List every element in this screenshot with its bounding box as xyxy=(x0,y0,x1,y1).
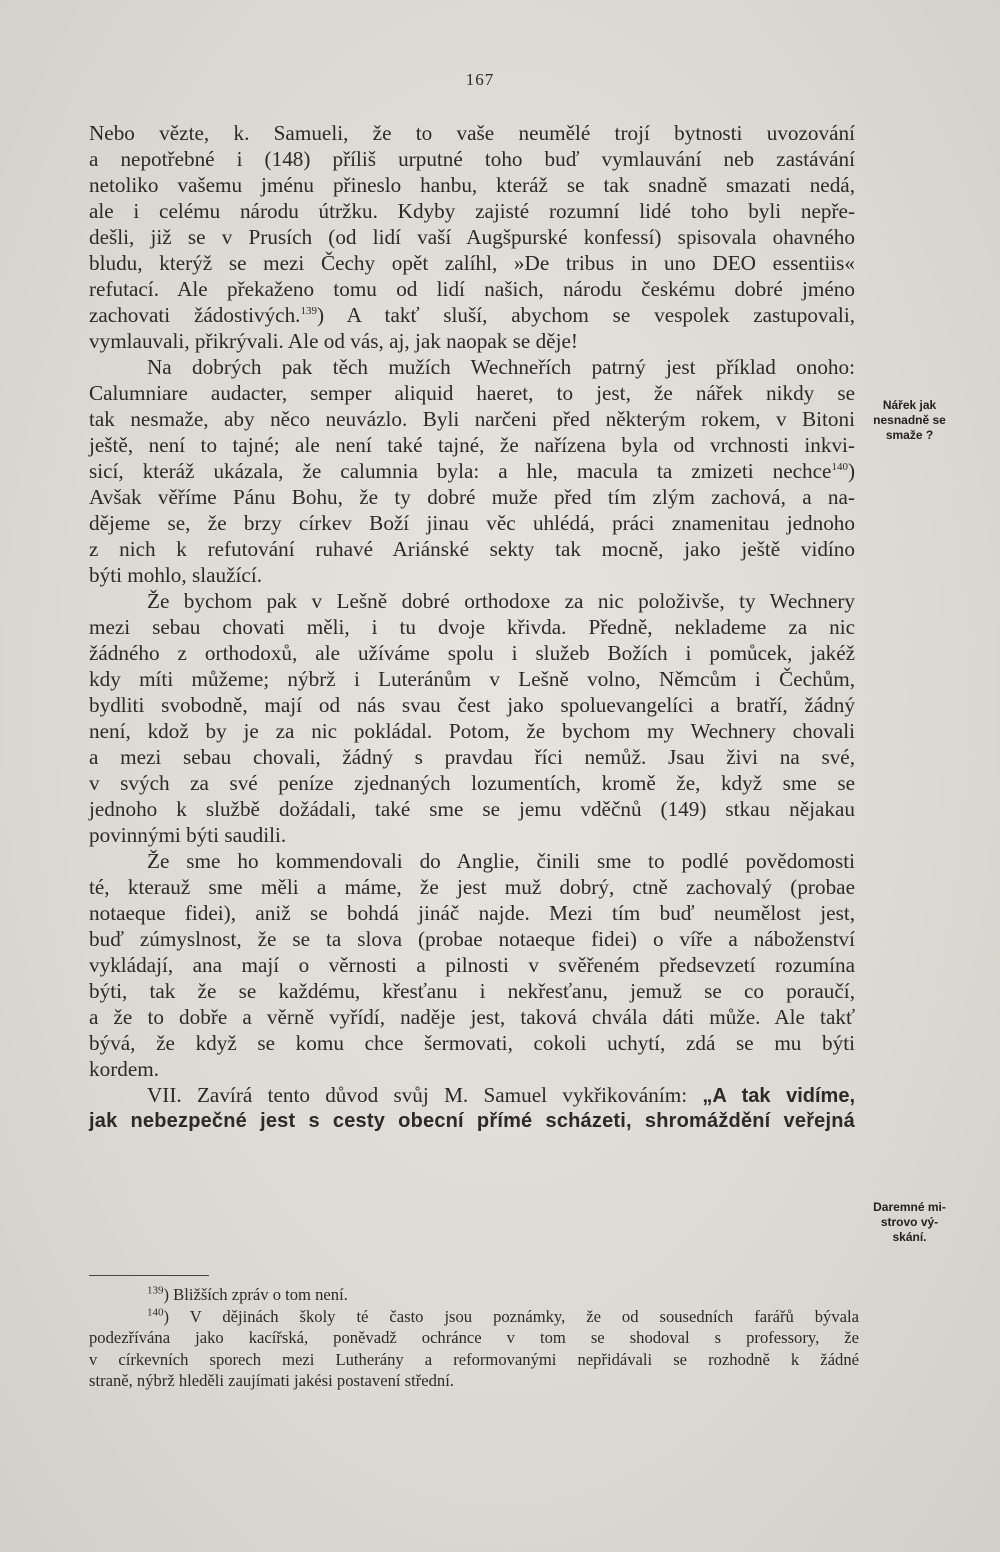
footnote-139 xyxy=(89,1284,859,1306)
footnote-divider xyxy=(89,1275,209,1276)
margin-note-narek xyxy=(862,398,957,443)
text-segment: ) A takť sluší, abychom se vespolek zastupovali, xyxy=(316,303,856,327)
margin-note-line: strovo vý- xyxy=(880,1215,939,1229)
margin-note-line: nesnadně se xyxy=(873,413,946,427)
text-line: refutací. Ale překaženo tomu od lidí našich, národu českému dobré jméno xyxy=(89,277,855,301)
text-line: vykládají, ana mají o věrnosti a pilnosti v svěřeném předsevzetí rozumína xyxy=(89,953,855,977)
footnote-line: v církevních sporech mezi Lutherány a reformovanými nepřidávali se rozhodně k žádné xyxy=(89,1349,859,1369)
text-line: té, kterauž sme měli a máme, že jest muž dobrý, ctně zachovalý (probae xyxy=(89,875,855,899)
text-line: z nich k refutování ruhavé Ariánské sekty tak mocně, jako ještě vidíno xyxy=(89,537,855,561)
text-segment: ) xyxy=(847,459,855,483)
text-line: mezi sebau chovati měli, i tu dvoje křivda. Předně, neklademe za nic xyxy=(89,615,855,639)
text-line: býti mohlo, slaužící. xyxy=(89,563,263,587)
text-line-with-bold-quote xyxy=(89,1082,855,1108)
page-number: 167 xyxy=(465,70,495,89)
margin-note-line: Daremné mi- xyxy=(873,1200,946,1214)
footnote-mark: 140 xyxy=(147,1306,164,1319)
text-line: povinnými býti saudili. xyxy=(89,823,287,847)
text-line: a mezi sebau chovali, žádný s pravdau říci nemůž. Jsau živi na své, xyxy=(89,745,855,769)
text-line: kordem. xyxy=(89,1057,160,1081)
text-line: bývá, že když se komu chce šermovati, cokoli uchytí, zdá se mu býti xyxy=(89,1031,855,1055)
margin-note-daremne xyxy=(862,1200,957,1245)
text-line: a že to dobře a věrně vyřídí, naděje jest, taková chvála dáti může. Ale takť xyxy=(89,1005,855,1029)
text-line: Calumniare audacter, semper aliquid haeret, to jest, že nářek nikdy se xyxy=(89,381,855,405)
text-line: Na dobrých pak těch mužích Wechneřích patrný jest příklad onoho: xyxy=(147,355,855,379)
text-line: tak nesmaže, aby něco neuvázlo. Byli narčeni před některým rokem, v Bitoni xyxy=(89,407,855,431)
text-line: bludu, kterýž se mezi Čechy opět zalíhl, »De tribus in uno DEO essentiis« xyxy=(89,251,855,275)
footnote-ref-139: 139 xyxy=(300,304,317,317)
bold-quote-start: „A tak vidíme, xyxy=(702,1085,856,1107)
text-segment: zachovati žádostivých. xyxy=(89,303,301,327)
margin-note-line: smaže ? xyxy=(885,428,934,442)
footnote-mark: 139 xyxy=(147,1284,164,1297)
text-segment: VII. Zavírá tento důvod svůj M. Samuel vykřikováním: xyxy=(147,1083,703,1107)
text-line: vymlauvali, přikrývali. Ale od vás, aj, jak naopak se děje! xyxy=(89,329,578,353)
text-line-with-footnote-ref xyxy=(89,302,855,328)
text-line: jednoho k službě dožádali, také sme se jemu vděčnů (149) stkau nějakau xyxy=(89,797,855,821)
footnote-line: podezřívána jako kacířská, poněvadž ochránce v tom se shodoval s professory, že xyxy=(89,1328,859,1348)
text-line: kdy míti můžeme; nýbrž i Luteránům v Lešně volno, Němcům i Čechům, xyxy=(89,667,855,691)
footnote-line: straně, nýbrž hleděli zaujímati jakési postavení střední. xyxy=(89,1371,454,1391)
text-line: v svých za své peníze zjednaných lozumentích, kromě že, když sme se xyxy=(89,771,855,795)
text-line: Že sme ho kommendovali do Anglie, činili sme to podlé povědomosti xyxy=(147,849,855,873)
text-line: notaeque fidei), aniž se bohdá jináč najde. Mezi tím buď neumělost jest, xyxy=(89,901,855,925)
text-line: Nebo vězte, k. Samueli, že to vaše neumělé trojí bytnosti uvozování xyxy=(89,121,855,145)
text-line: ale i celému národu útržku. Kdyby zajisté rozumní lidé toho byli nepře- xyxy=(89,199,855,223)
text-line: ještě, není to tajné; ale není také tajné, že nařízena byla od vrchnosti inkvi- xyxy=(89,433,855,457)
text-line-with-footnote-ref xyxy=(89,458,855,484)
text-line: Že bychom pak v Lešně dobré orthodoxe za nic položivše, ty Wechnery xyxy=(147,589,855,613)
footnotes xyxy=(89,1284,859,1392)
text-line: buď zúmyslnost, že se ta slova (probae notaeque fidei) o víře a náboženství xyxy=(89,927,855,951)
text-line: Avšak věříme Pánu Bohu, že ty dobré muže před tím zlým zachová, a na- xyxy=(89,485,855,509)
text-line: bydliti svobodně, mají od nás svau čest jako spoluevangelíci a bratří, žádný xyxy=(89,693,855,717)
margin-note-line: Nářek jak xyxy=(882,398,937,412)
footnote-ref-140: 140 xyxy=(831,460,848,473)
text-line: žádného z orthodoxů, ale užíváme spolu i služeb Božích i pomůcek, jakéž xyxy=(89,641,855,665)
footnote-text: ) Bližších zpráv o tom není. xyxy=(163,1285,348,1304)
text-line: dějeme se, že brzy církev Boží jinau věc uhlédá, práci znamenitau jednoho xyxy=(89,511,855,535)
text-line: netoliko vašemu jménu přineslo hanbu, kteráž se tak snadně smazati nedá, xyxy=(89,173,855,197)
margin-note-line: skání. xyxy=(892,1230,927,1244)
text-segment: sicí, kteráž ukázala, že calumnia byla: a hle, macula ta zmizeti nechce xyxy=(89,459,832,483)
text-line: a nepotřebné i (148) příliš urputné toho buď vymlauvání neb zastávání xyxy=(89,147,855,171)
main-text xyxy=(89,120,855,1134)
bold-quote-line: jak nebezpečné jest s cesty obecní přímé scházeti, shromáždění veřejná xyxy=(89,1110,855,1132)
text-line: dešli, již se v Prusích (od lidí vaší Augšpurské konfessí) spisovala ohavného xyxy=(89,225,855,249)
text-line: není, kdož by je za nic pokládal. Potom, že bychom my Wechnery chovali xyxy=(89,719,855,743)
footnote-text: ) V dějinách školy té často jsou poznámky, že od sousedních farářů bývala xyxy=(163,1306,859,1326)
footnote-140 xyxy=(89,1306,859,1328)
text-line: býti, tak že se každému, křesťanu i nekřesťanu, jemuž se co poraučí, xyxy=(89,979,855,1003)
